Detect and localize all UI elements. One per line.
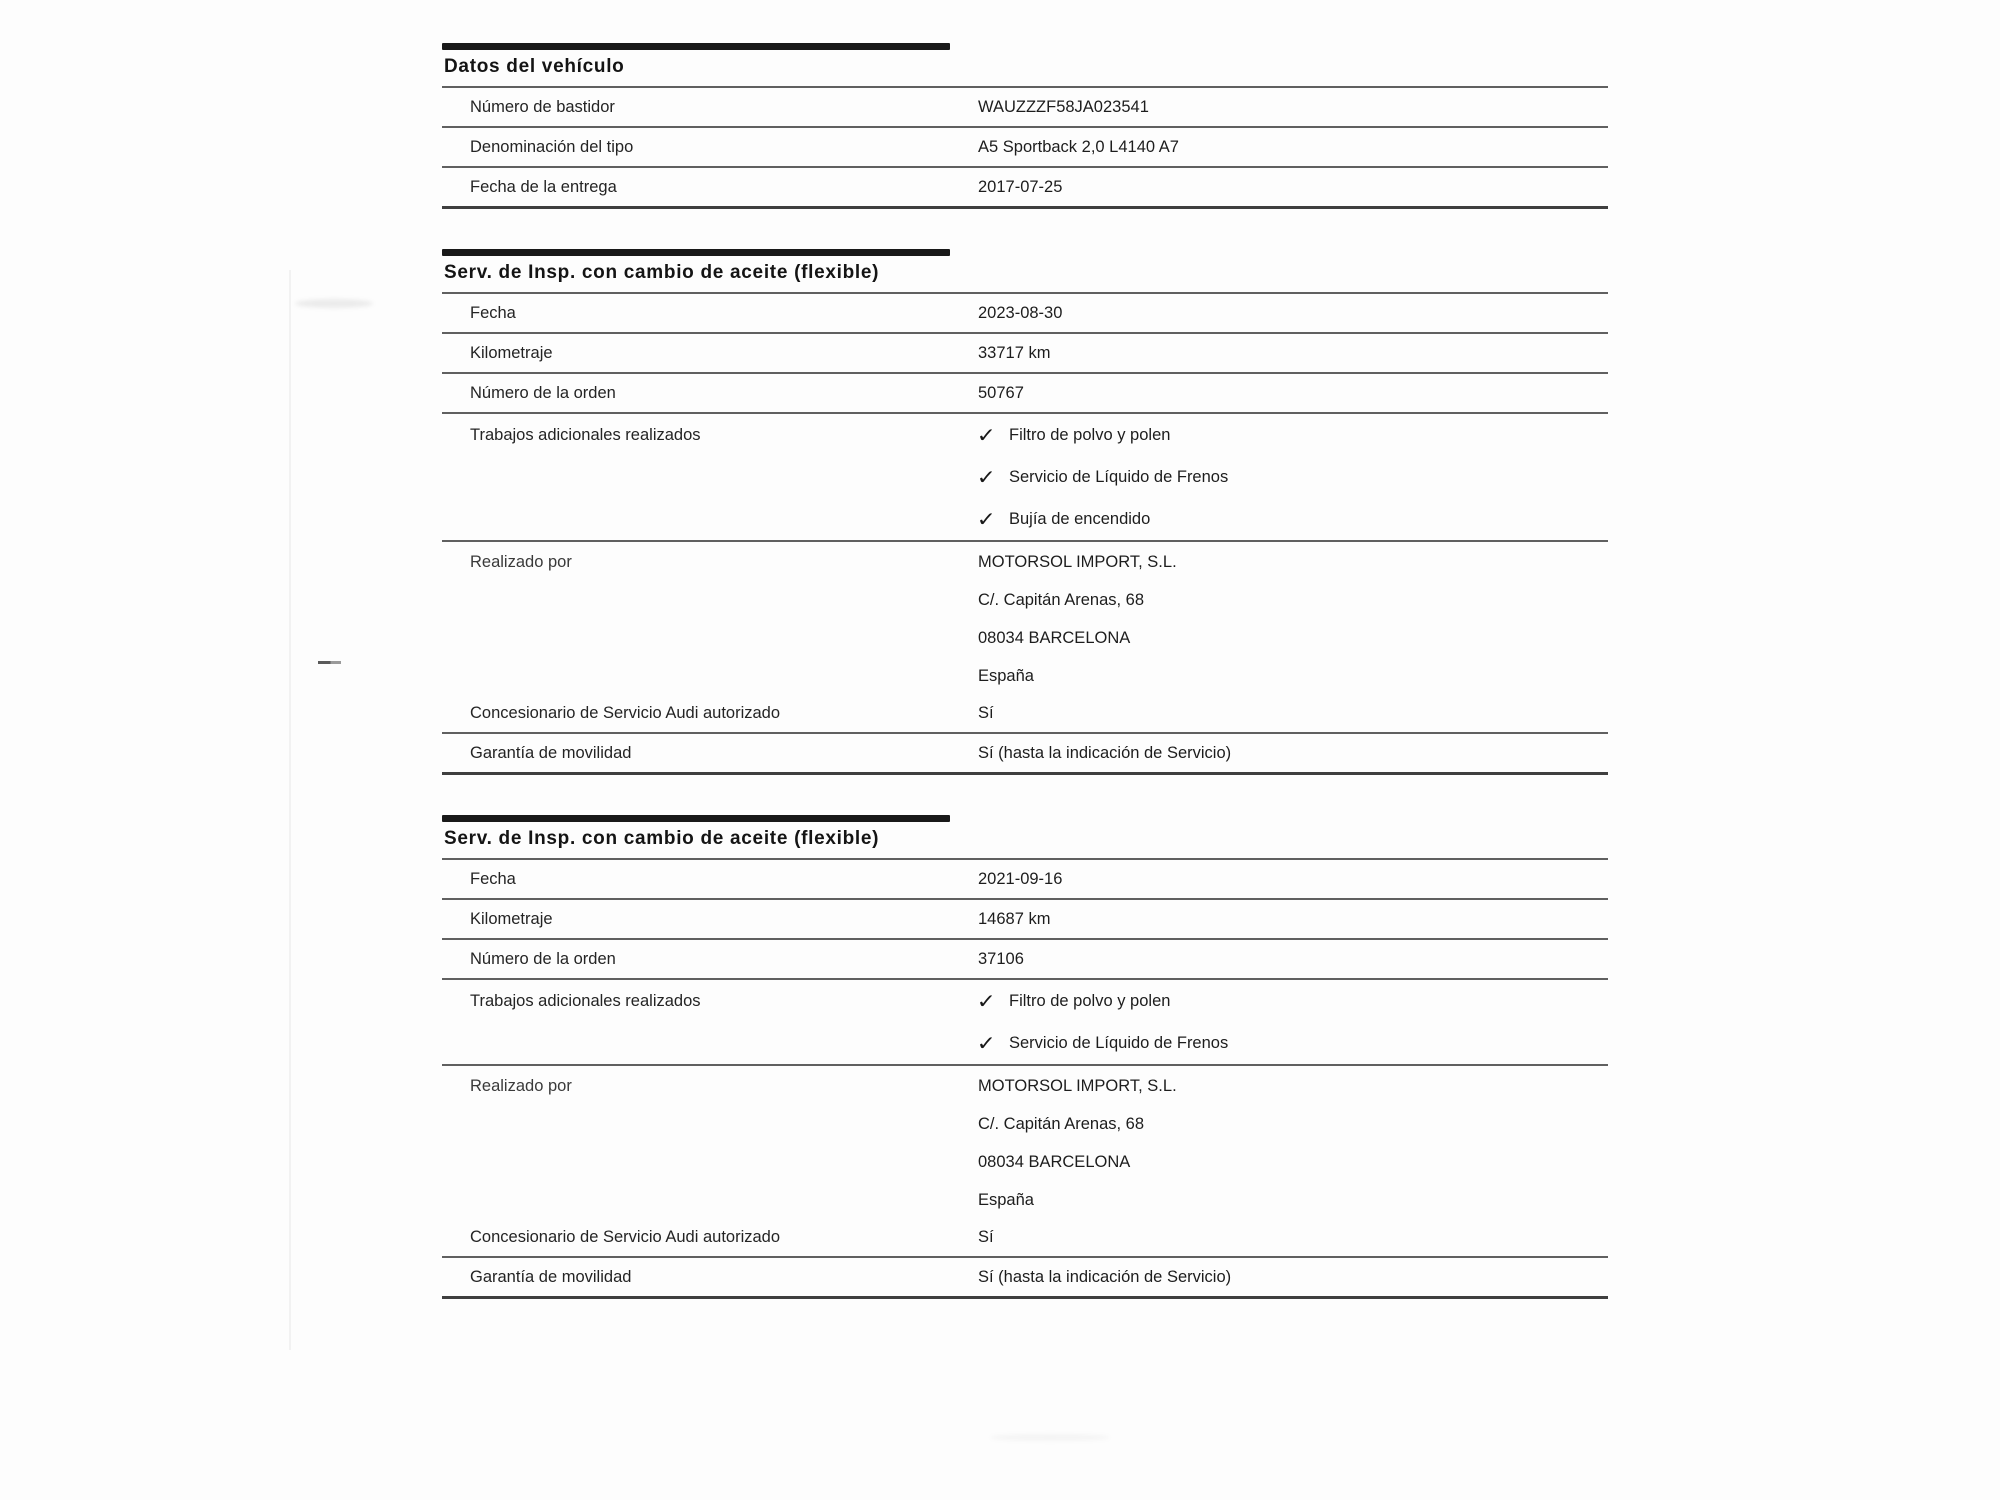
table-row — [442, 128, 1608, 168]
table-row — [442, 334, 1608, 374]
checklist-item — [978, 414, 1608, 456]
table-row — [442, 88, 1608, 128]
row-value — [978, 414, 1608, 540]
row-value-text: 2017-07-25 — [978, 177, 1063, 196]
row-value-text: Sí (hasta la indicación de Servicio) — [978, 1267, 1232, 1286]
checklist-item-label: Filtro de polvo y polen — [1009, 425, 1171, 444]
row-value — [978, 704, 1608, 723]
table-row — [442, 694, 1608, 734]
address-line: España — [978, 1191, 1034, 1209]
section-title: Serv. de Insp. con cambio de aceite (flexible) — [442, 822, 1608, 860]
address-line: 08034 BARCELONA — [978, 1153, 1131, 1171]
check-icon: ✓ — [976, 466, 996, 489]
row-label: Kilometraje — [470, 343, 553, 362]
row-value — [978, 910, 1608, 929]
check-icon: ✓ — [976, 990, 996, 1013]
row-label: Fecha de la entrega — [470, 177, 617, 196]
section-header-bar — [442, 43, 950, 50]
check-icon: ✓ — [976, 508, 996, 531]
checklist-item — [978, 456, 1608, 498]
row-value — [978, 870, 1608, 889]
checklist-item — [978, 980, 1608, 1022]
row-value-text: 33717 km — [978, 343, 1051, 362]
service-record-section — [442, 249, 1608, 775]
row-label: Concesionario de Servicio Audi autorizado — [470, 1227, 781, 1246]
row-value — [978, 344, 1608, 363]
checklist-item — [978, 1022, 1608, 1064]
section-title: Datos del vehículo — [442, 50, 1608, 88]
check-icon: ✓ — [976, 424, 996, 447]
table-row — [442, 1066, 1608, 1218]
service-record-section — [442, 43, 1608, 209]
table-row — [442, 900, 1608, 940]
address-line: MOTORSOL IMPORT, S.L. — [978, 553, 1177, 571]
row-value-text: WAUZZZF58JA023541 — [978, 97, 1149, 116]
scan-artifact-margin-dash — [318, 661, 341, 664]
row-label: Trabajos adicionales realizados — [470, 426, 701, 444]
row-label: Realizado por — [470, 1077, 572, 1095]
table-row — [442, 1218, 1608, 1258]
row-value — [978, 1228, 1608, 1247]
row-label: Kilometraje — [470, 909, 553, 928]
row-value — [978, 138, 1608, 157]
scan-artifact-bottom-smudge — [990, 1434, 1110, 1441]
row-value-text: Sí — [978, 703, 994, 722]
check-icon: ✓ — [976, 1032, 996, 1055]
row-value — [978, 178, 1608, 197]
row-value — [978, 1268, 1608, 1287]
checklist-item-label: Servicio de Líquido de Frenos — [1009, 1033, 1229, 1052]
table-row — [442, 734, 1608, 775]
scan-artifact-smudge — [295, 299, 373, 308]
row-value — [978, 1066, 1608, 1218]
row-label: Fecha — [470, 303, 516, 322]
row-label: Garantía de movilidad — [470, 743, 632, 762]
section-title: Serv. de Insp. con cambio de aceite (flexible) — [442, 256, 1608, 294]
section-rows — [442, 88, 1608, 209]
address-line: C/. Capitán Arenas, 68 — [978, 591, 1145, 609]
address-line: 08034 BARCELONA — [978, 629, 1131, 647]
table-row — [442, 294, 1608, 334]
row-value-text: 37106 — [978, 949, 1024, 968]
section-header-bar — [442, 249, 950, 256]
row-label: Número de bastidor — [470, 97, 615, 116]
table-row — [442, 168, 1608, 209]
checklist-item — [978, 498, 1608, 540]
row-label: Número de la orden — [470, 383, 616, 402]
checklist-item-label: Bujía de encendido — [1009, 509, 1151, 528]
row-label: Garantía de movilidad — [470, 1267, 632, 1286]
checklist-item-label: Servicio de Líquido de Frenos — [1009, 467, 1229, 486]
row-value — [978, 384, 1608, 403]
section-rows — [442, 860, 1608, 1299]
row-value — [978, 950, 1608, 969]
row-label: Número de la orden — [470, 949, 616, 968]
table-row — [442, 414, 1608, 542]
section-rows — [442, 294, 1608, 775]
row-value — [978, 980, 1608, 1064]
checklist-item-label: Filtro de polvo y polen — [1009, 991, 1171, 1010]
row-label: Concesionario de Servicio Audi autorizado — [470, 703, 781, 722]
row-value — [978, 98, 1608, 117]
row-value — [978, 542, 1608, 694]
table-row — [442, 860, 1608, 900]
row-label: Trabajos adicionales realizados — [470, 992, 701, 1010]
row-value-text: 2023-08-30 — [978, 303, 1063, 322]
row-label: Realizado por — [470, 553, 572, 571]
table-row — [442, 940, 1608, 980]
row-value — [978, 304, 1608, 323]
row-value-text: 50767 — [978, 383, 1024, 402]
table-row — [442, 374, 1608, 414]
section-header-bar — [442, 815, 950, 822]
service-record-document — [442, 43, 1608, 1339]
row-value-text: 14687 km — [978, 909, 1051, 928]
row-label: Denominación del tipo — [470, 137, 634, 156]
table-row — [442, 1258, 1608, 1299]
row-value — [978, 744, 1608, 763]
address-line: C/. Capitán Arenas, 68 — [978, 1115, 1145, 1133]
row-value-text: Sí — [978, 1227, 994, 1246]
address-line: MOTORSOL IMPORT, S.L. — [978, 1077, 1177, 1095]
table-row — [442, 980, 1608, 1066]
service-record-section — [442, 815, 1608, 1299]
address-line: España — [978, 667, 1034, 685]
table-row — [442, 542, 1608, 694]
row-value-text: A5 Sportback 2,0 L4140 A7 — [978, 137, 1179, 156]
row-value-text: 2021-09-16 — [978, 869, 1063, 888]
row-label: Fecha — [470, 869, 516, 888]
row-value-text: Sí (hasta la indicación de Servicio) — [978, 743, 1232, 762]
scan-artifact-vertical-streak — [289, 270, 291, 1350]
